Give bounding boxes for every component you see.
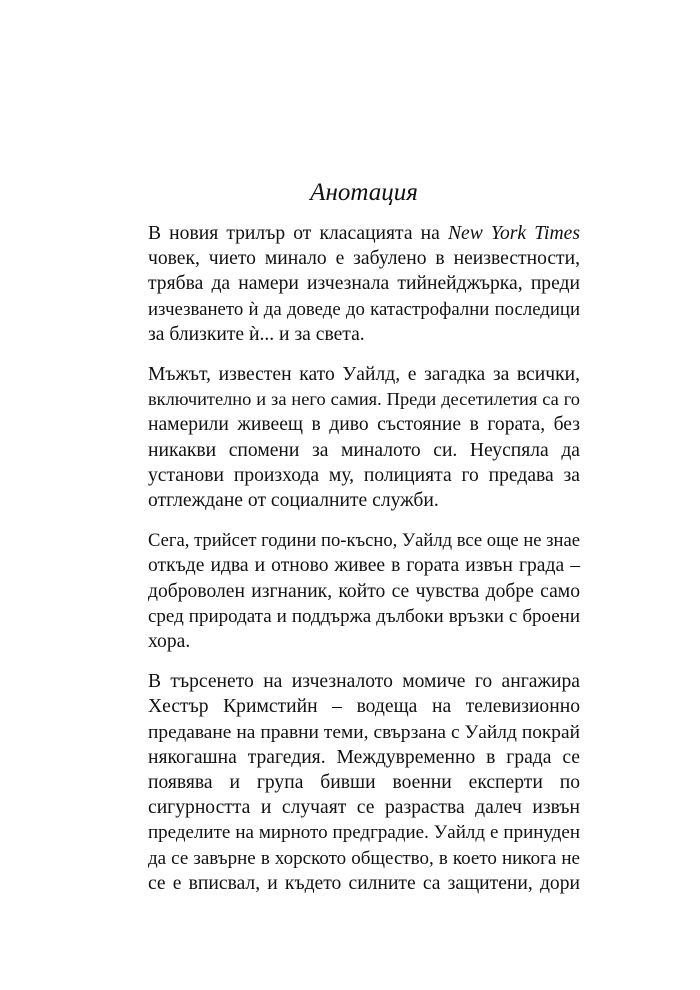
text-line: появява и група бивши военни експерти по (148, 772, 580, 794)
annotation-section (148, 176, 580, 911)
text-line: се е вписвал, и където силните са защитени, дори (148, 872, 580, 894)
text-line: изчезването ѝ да доведе до катастрофални последици (148, 298, 580, 320)
text-line: да се завърне в хорското общество, в което никога не (148, 847, 580, 869)
text-line: сигурността и случаят се разраства далеч извън (148, 797, 580, 819)
text-line: сред природата и поддържа дълбоки връзки с броени (148, 605, 580, 627)
text-line: предаване на правни теми, свързана с Уайлд покрай (148, 721, 580, 743)
text-line: Хестър Кримстийн – водеща на телевизионно (148, 696, 580, 718)
paragraph-2 (148, 362, 580, 513)
text-line: някогашна трагедия. Междувременно в града се (148, 746, 580, 768)
paragraph-3 (148, 528, 580, 654)
text-line: В търсенето на изчезналото момиче го ангажира (148, 671, 580, 693)
text-line: никакви спомени за миналото си. Неуспяла да (148, 439, 580, 461)
text-line: доброволен изгнаник, който се чувства добре само (148, 580, 580, 602)
text-line: откъде идва и отново живее в гората извън града – (148, 555, 580, 577)
text-line: намерили живеещ в диво състояние в гората, без (148, 414, 580, 436)
text-line: включително и за него самия. Преди десетилетия са го (148, 389, 580, 410)
text-line: установи произхода му, полицията го предава за (148, 464, 580, 486)
text-run: В новия трилър от класацията на (148, 223, 448, 244)
text-line: трябва да намери изчезнала тийнейджърка, преди (148, 273, 580, 295)
text-line: хора. (148, 631, 191, 653)
text-line: човек, чието минало е забулено в неизвестности, (148, 248, 580, 270)
text-line (148, 221, 580, 246)
page-title: Анотация (310, 179, 418, 206)
newspaper-name: New York Times (447, 223, 580, 244)
paragraph-1 (148, 221, 580, 347)
text-line: отглеждане от социалните служби. (148, 490, 439, 512)
text-line: за близките ѝ... и за света. (148, 323, 365, 345)
text-line: пределите на мирното предградие. Уайлд е принуден (148, 822, 580, 844)
text-line: Сега, трийсет години по-късно, Уайлд все още не знае (148, 530, 580, 552)
paragraph-4 (148, 669, 580, 896)
text-line: Мъжът, известен като Уайлд, е загадка за всички, (148, 364, 580, 386)
